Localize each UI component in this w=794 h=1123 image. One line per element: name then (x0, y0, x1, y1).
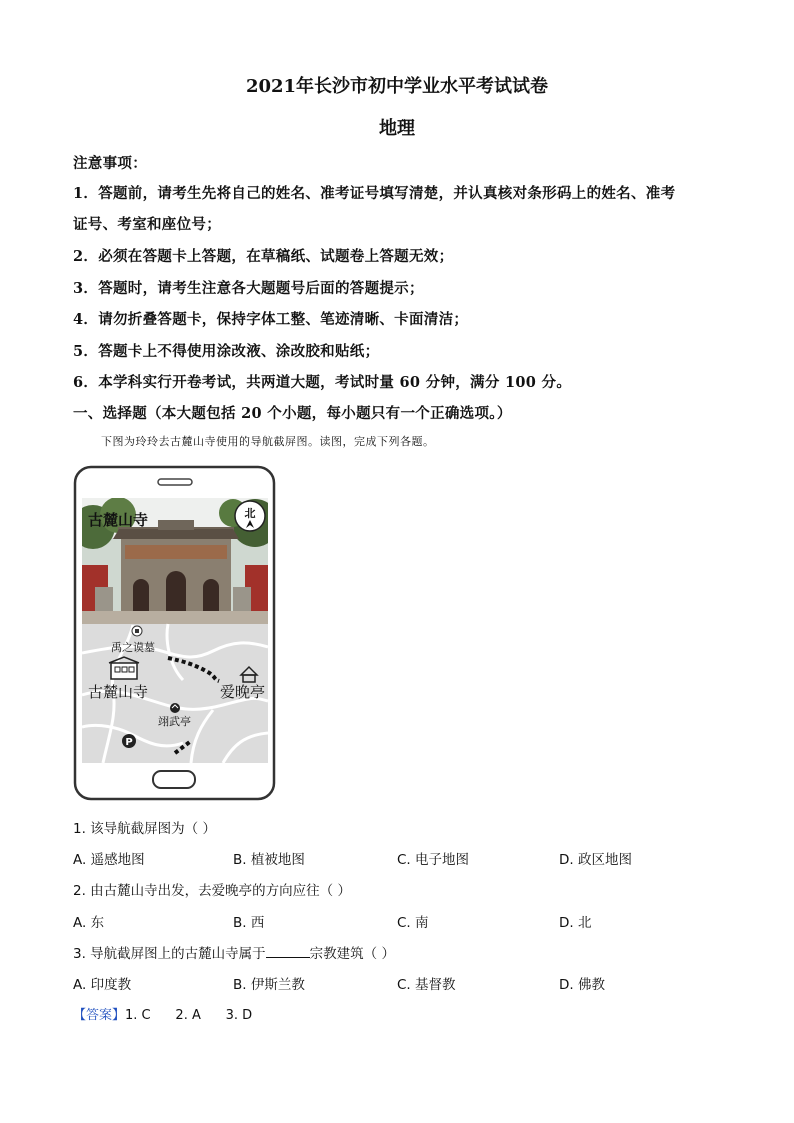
q1-option-a: A. 遥感地图 (73, 852, 145, 868)
q2-option-a: A. 东 (73, 915, 105, 931)
tomb-icon (132, 626, 142, 636)
parking-icon (122, 734, 136, 748)
navigation-screenshot-figure (73, 465, 276, 801)
q1-option-c: C. 电子地图 (397, 852, 470, 868)
map-label-pavilion-south: 翊武亭 (158, 715, 191, 728)
q1-option-d: D. 政区地图 (559, 852, 632, 868)
notice-item-3: 3．答题时，请考生注意各大题题号后面的答题提示； (73, 280, 424, 297)
q1-option-b: B. 植被地图 (233, 852, 305, 868)
pavilion-small-icon (170, 703, 180, 713)
notice-heading: 注意事项： (73, 155, 147, 172)
subject-title: 地理 (379, 118, 415, 139)
q2-option-b: B. 西 (233, 915, 265, 931)
fill-in-blank (266, 945, 310, 958)
notice-item-1a: 1．答题前，请考生先将自己的姓名、准考证号填写清楚，并认真核对条形码上的姓名、准考 (73, 185, 676, 202)
photo-label: 古麓山寺 (88, 511, 149, 529)
answer-line (73, 1004, 252, 1023)
question-1: 1. 该导航截屏图为（ ） (73, 821, 216, 837)
answer-tag: 【答案】 (73, 1008, 126, 1023)
section-heading: 一、选择题（本大题包括 20 个小题，每小题只有一个正确选项。） (73, 405, 512, 422)
q3-option-a: A. 印度教 (73, 977, 132, 993)
q2-option-d: D. 北 (559, 915, 592, 931)
notice-item-2: 2．必须在答题卡上答题，在草稿纸、试题卷上答题无效； (73, 248, 454, 265)
north-arrow-icon (235, 501, 265, 531)
q2-option-c: C. 南 (397, 915, 429, 931)
parking-label: P (125, 737, 133, 748)
question-3-stem-before: 3. 导航截屏图上的古麓山寺属于 (73, 946, 266, 962)
notice-item-6: 6．本学科实行开卷考试，共两道大题，考试时量 60 分钟，满分 100 分。 (73, 374, 572, 391)
q3-option-c: C. 基督教 (397, 977, 456, 993)
map-label-pavilion-east: 爱晚亭 (220, 683, 266, 701)
map-label-temple: 古麓山寺 (88, 683, 149, 701)
answer-values: 1. C 2. A 3. D (125, 1008, 253, 1023)
notice-item-5: 5．答题卡上不得使用涂改液、涂改胶和贴纸； (73, 343, 380, 360)
question-2: 2. 由古麓山寺出发，去爱晚亭的方向应往（ ） (73, 883, 351, 899)
question-3 (73, 942, 395, 962)
map-label-tomb: 禹之谟墓 (111, 641, 155, 654)
page-title: 2021年长沙市初中学业水平考试试卷 (245, 76, 549, 97)
north-label: 北 (244, 507, 256, 520)
section-intro: 下图为玲玲去古麓山寺使用的导航截屏图。读图，完成下列各题。 (101, 435, 435, 448)
q3-option-d: D. 佛教 (559, 977, 605, 993)
question-3-stem-after: 宗教建筑（ ） (309, 946, 395, 962)
notice-item-1b: 证号、考室和座位号； (73, 216, 221, 233)
q3-option-b: B. 伊斯兰教 (233, 977, 305, 993)
notice-item-4: 4．请勿折叠答题卡，保持字体工整、笔迹清晰、卡面清洁； (73, 311, 469, 328)
